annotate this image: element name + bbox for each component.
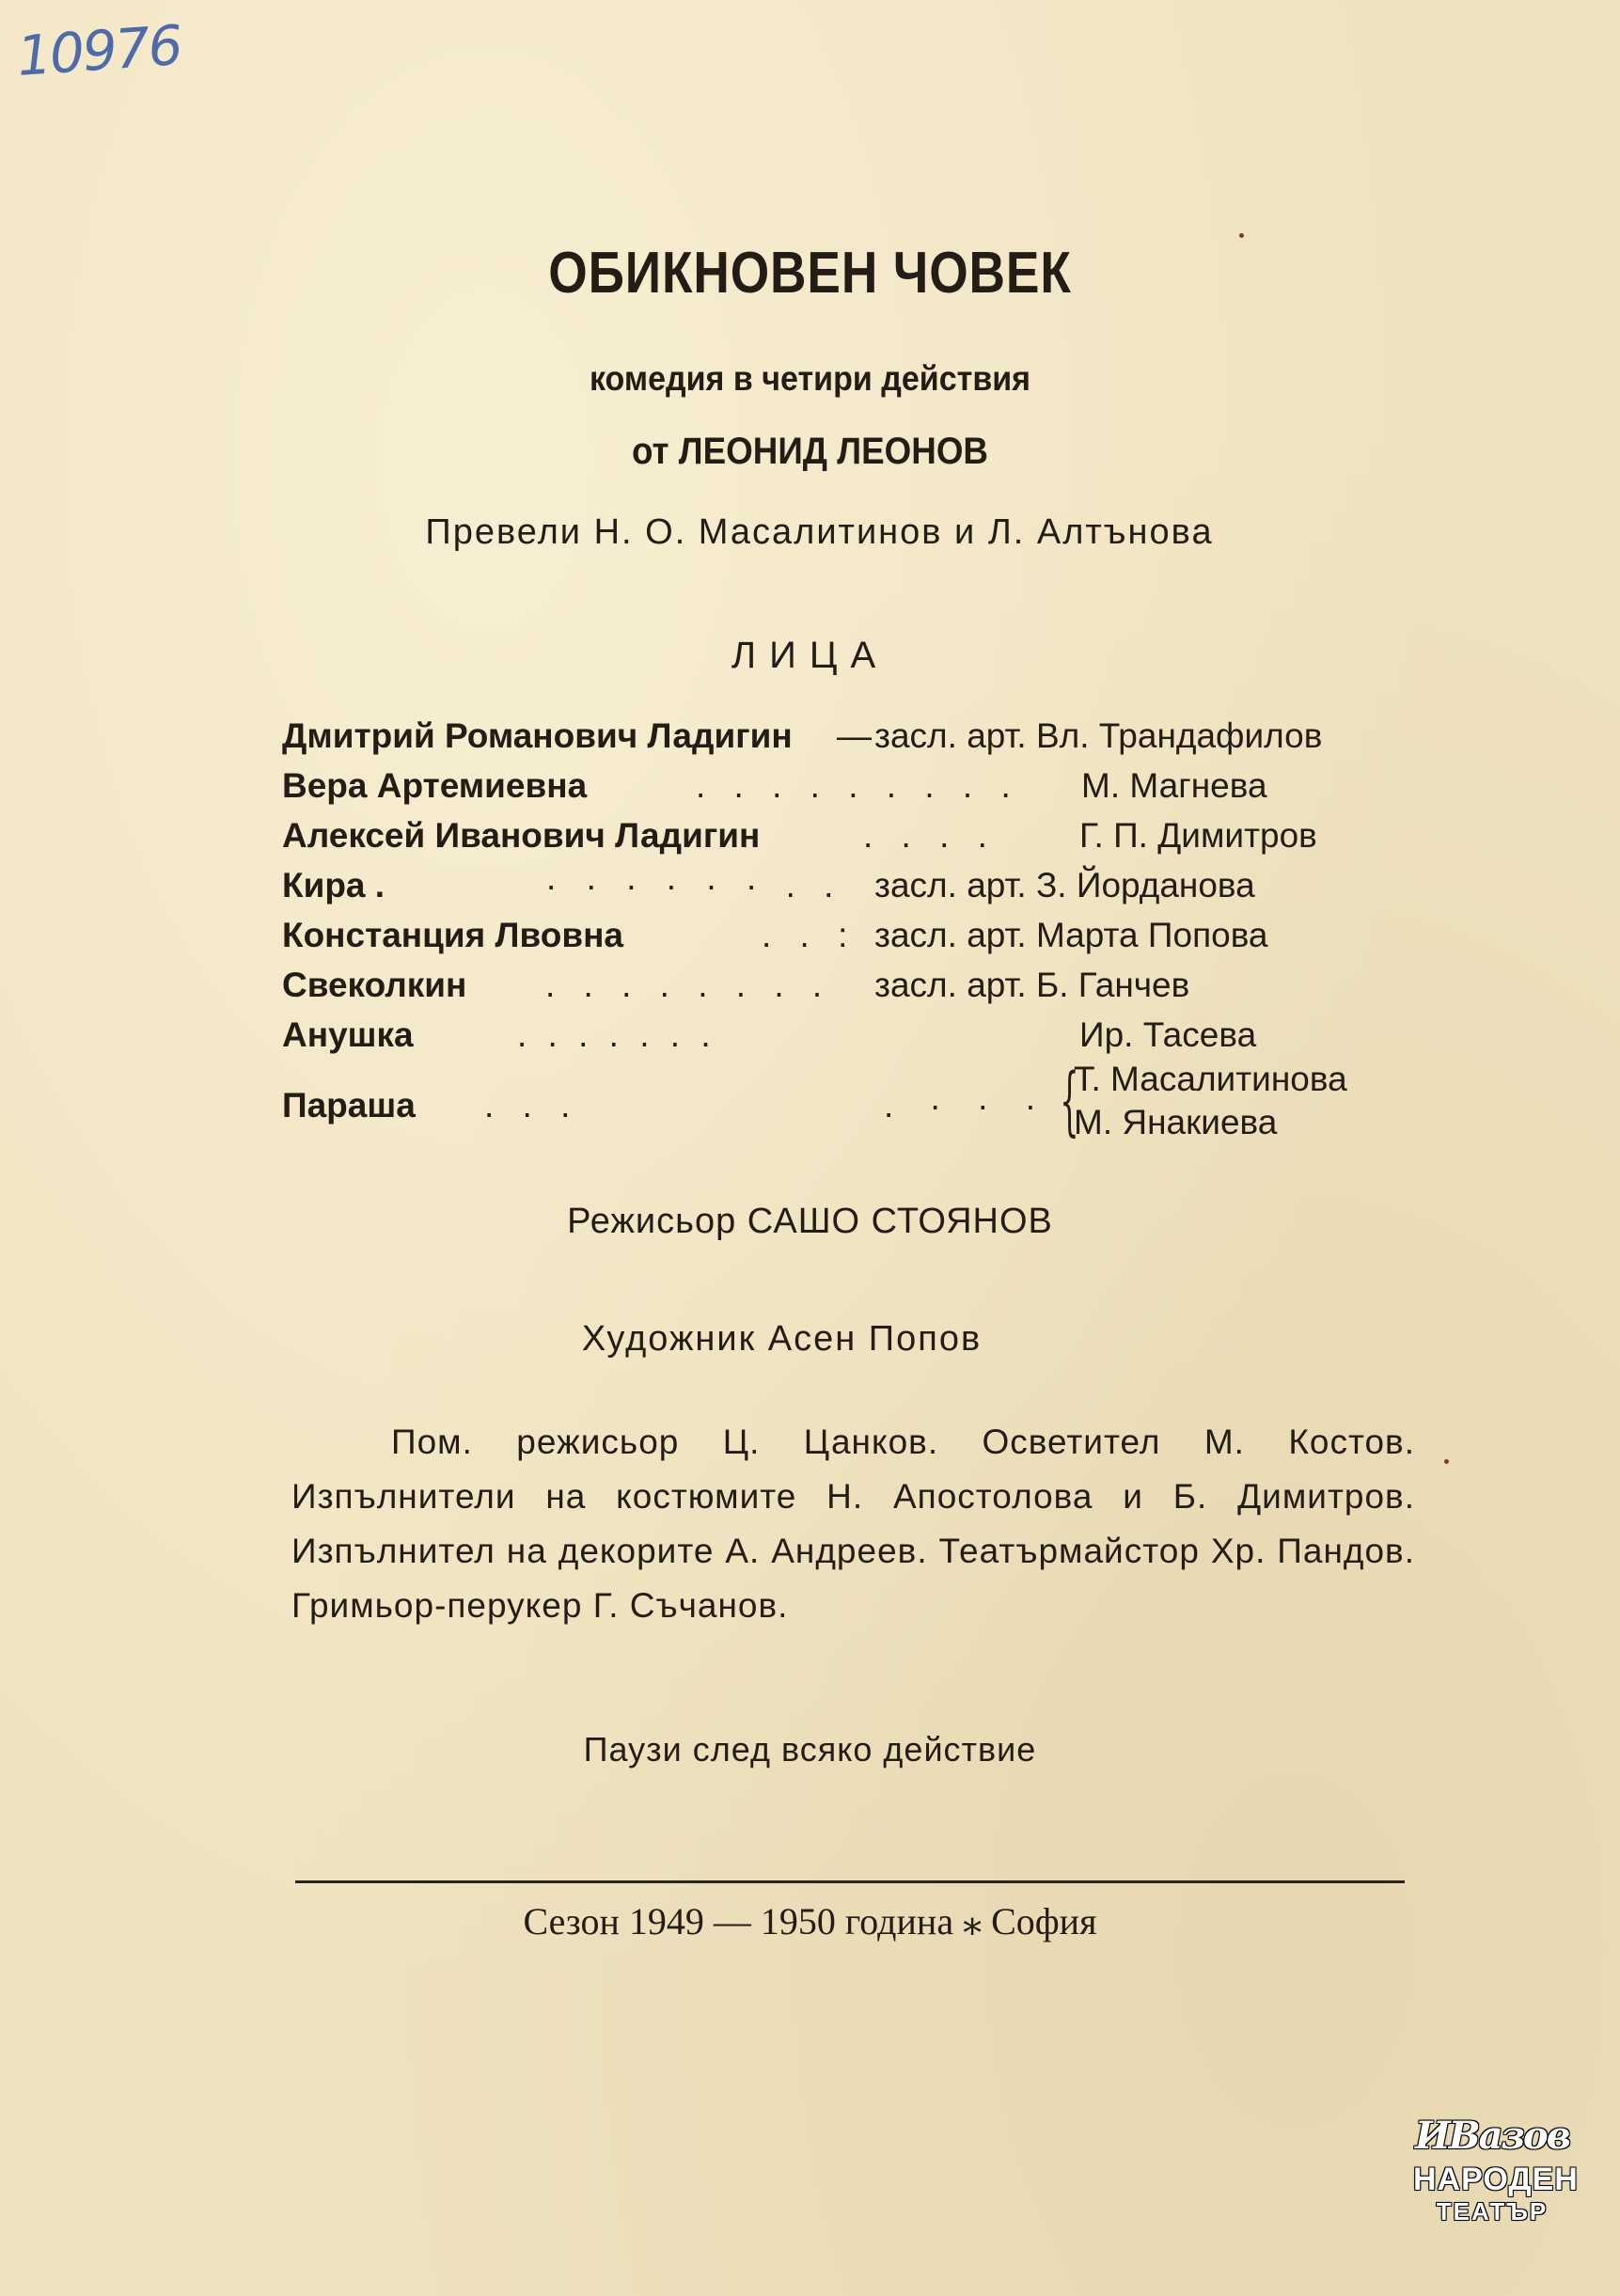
play-subtitle: комедия в четири действия: [589, 359, 1031, 398]
production-credits: Пом. режисьор Ц. Цанков. Осветител М. Костов. Изпълнители на костюмите Н. Апостолова и Б. Димитров. Изпълнител на декорите А. Андреев. Театърмайстор Хр. Пандов. Гримьор-перукер Г. Съчанов.: [291, 1423, 1415, 1625]
translators-line: Превели Н. О. Масалитинов и Л. Алтънова: [425, 512, 1214, 552]
season-line: Сезон 1949 — 1950 година ⁎ София: [523, 1900, 1097, 1942]
logo-signature: ИВазов: [1415, 2114, 1569, 2158]
cast-dots: —: [837, 716, 872, 755]
logo-line-2: ТЕАТЪР: [1436, 2197, 1549, 2225]
cast-role: Констанция Лвовна: [282, 916, 624, 954]
cast-role: Анушка: [282, 1015, 414, 1054]
cast-dots: . . . . . . . .: [545, 966, 832, 1004]
cast-role: Дмитрий Романович Ладигин: [282, 716, 793, 755]
designer-line: Художник Асен Попов: [581, 1319, 983, 1359]
cast-role: Кира .: [282, 866, 385, 904]
logo-line-1: НАРОДЕН: [1413, 2162, 1579, 2197]
national-theatre-logo: [1413, 2111, 1579, 2233]
play-author: от ЛЕОНИД ЛЕОНОВ: [631, 431, 989, 472]
archive-number-handwritten: 10976: [14, 12, 183, 89]
brace-symbol: {: [1060, 1057, 1079, 1144]
cast-heading: ЛИЦА: [731, 635, 889, 676]
cast-role: Алексей Иванович Ладигин: [282, 816, 761, 855]
cast-dots: . . . . . . .: [517, 1015, 716, 1054]
cast-actor: Г. П. Димитров: [1079, 816, 1317, 855]
cast-row: [282, 1015, 1410, 1065]
cast-actor: Т. Масалитинова: [1074, 1060, 1347, 1098]
cast-dots: · · · · · · . .: [545, 866, 843, 904]
cast-actor: засл. арт. Вл. Трандафилов: [874, 716, 1323, 755]
cast-dots: . . . .: [863, 816, 997, 855]
director-line: Режисьор САШО СТОЯНОВ: [567, 1202, 1053, 1241]
cast-actor: засл. арт. З. Йорданова: [874, 866, 1255, 904]
cast-row: [282, 916, 1410, 966]
cast-dots: . · · ·: [884, 1086, 1050, 1124]
paper-speck: [1444, 1459, 1449, 1464]
cast-actor: Ир. Тасева: [1079, 1015, 1257, 1054]
cast-dots: . . :: [762, 916, 857, 954]
cast-row: [282, 816, 1410, 866]
cast-role: Свеколкин: [282, 966, 467, 1004]
cast-row: [282, 766, 1410, 816]
cast-dots: . . . . . . . . .: [696, 766, 1020, 805]
cast-row-double: [282, 1057, 1410, 1144]
cast-list: [282, 716, 1410, 1144]
cast-actor: засл. арт. Б. Ганчев: [874, 966, 1190, 1004]
cast-actor: засл. арт. Марта Попова: [874, 916, 1268, 954]
cast-row: [282, 866, 1410, 916]
pauses-note: Паузи след всяко действие: [583, 1730, 1037, 1769]
cast-row: [282, 966, 1410, 1015]
cast-actor: М. Магнева: [1081, 766, 1267, 805]
paper-speck: [1239, 233, 1244, 238]
cast-actor: М. Янакиева: [1074, 1103, 1278, 1141]
cast-dots: . . .: [484, 1086, 580, 1124]
cast-row: [282, 716, 1410, 766]
divider-rule: [295, 1880, 1405, 1883]
cast-role: Параша: [282, 1086, 416, 1124]
cast-role: Вера Артемиевна: [282, 766, 588, 805]
play-title: ОБИКНОВЕН ЧОВЕК: [548, 241, 1072, 306]
